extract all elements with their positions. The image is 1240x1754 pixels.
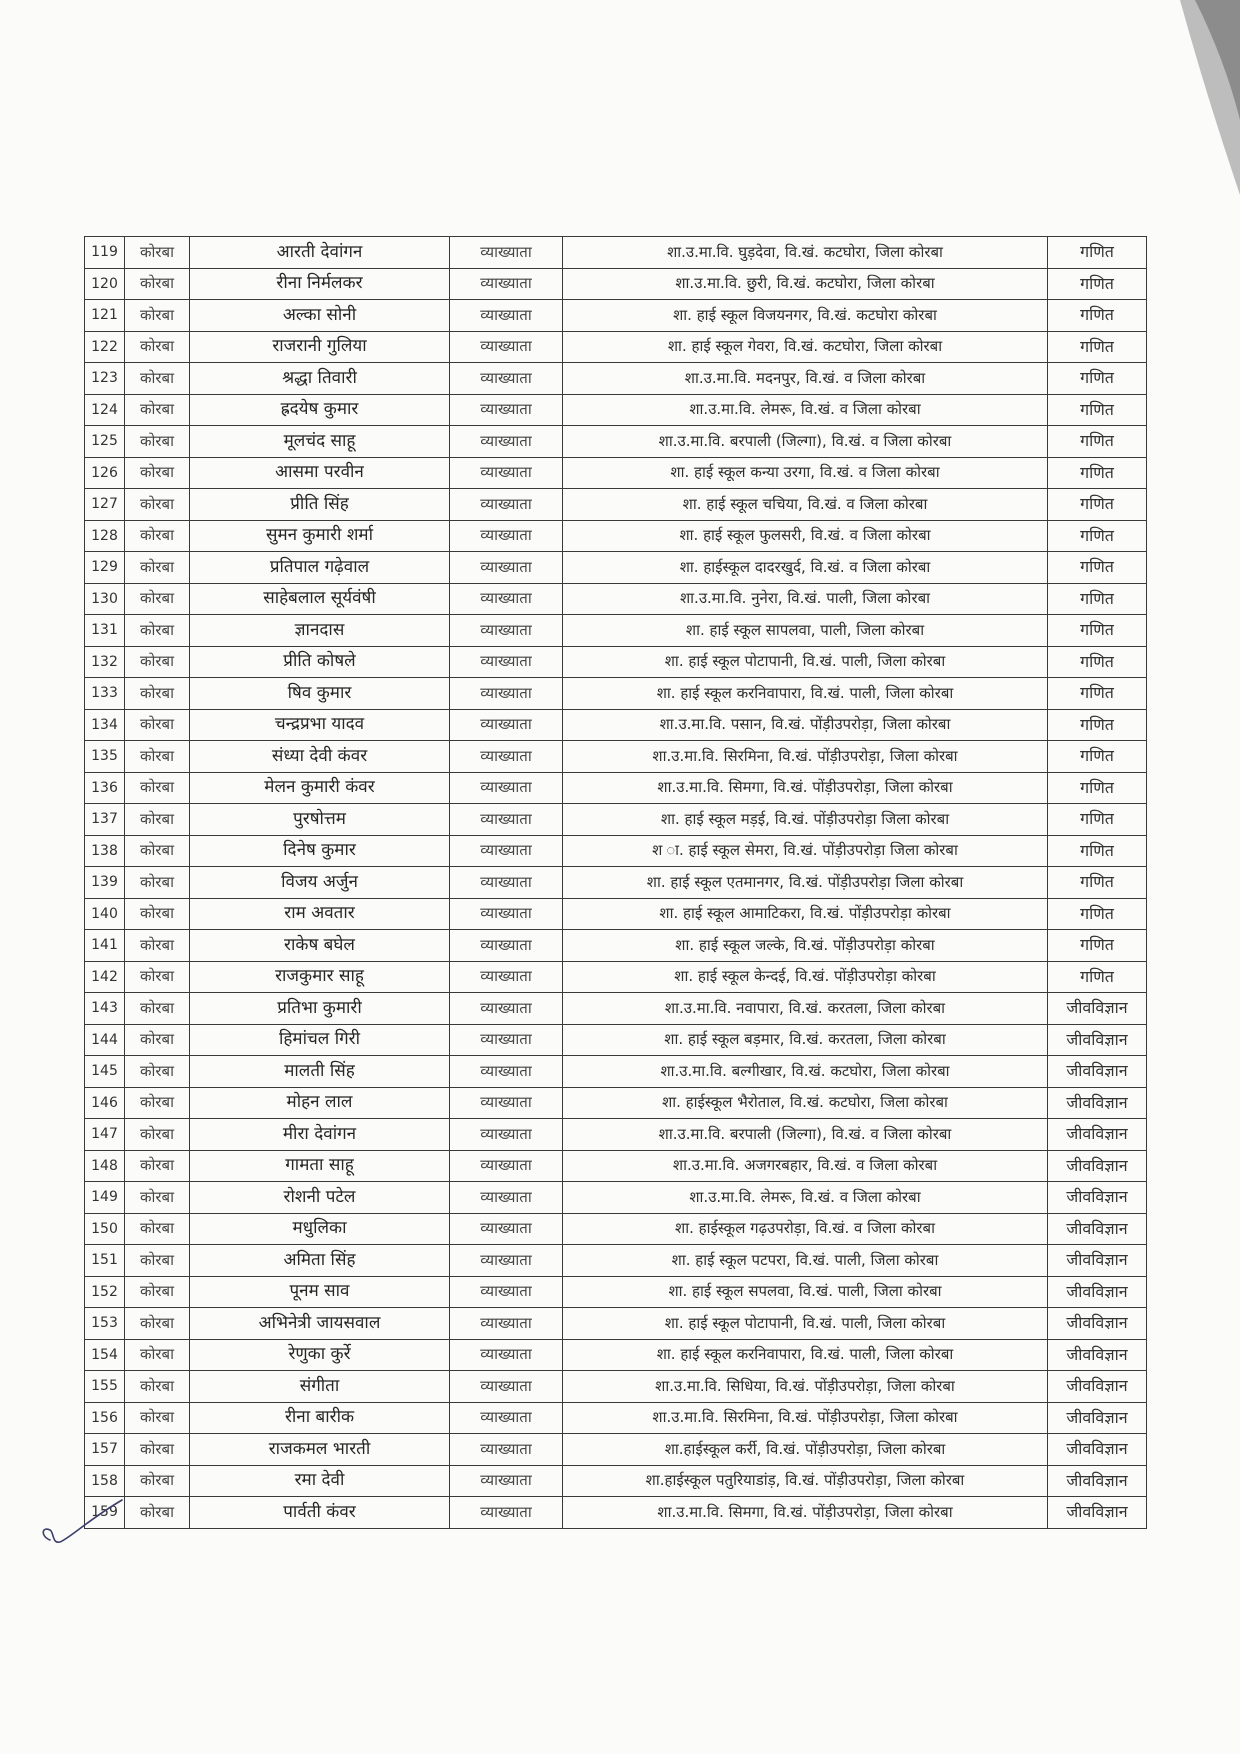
post-cell: व्याख्याता bbox=[450, 1119, 563, 1151]
name-cell: राकेष बघेल bbox=[190, 930, 450, 962]
serial-number-cell: 152 bbox=[85, 1276, 125, 1308]
post-cell: व्याख्याता bbox=[450, 898, 563, 930]
serial-number-cell: 120 bbox=[85, 268, 125, 300]
serial-number-cell: 132 bbox=[85, 646, 125, 678]
subject-cell: गणित bbox=[1048, 709, 1147, 741]
subject-cell: जीवविज्ञान bbox=[1048, 1339, 1147, 1371]
subject-cell: जीवविज्ञान bbox=[1048, 1087, 1147, 1119]
table-row bbox=[85, 741, 1147, 773]
school-cell: शा. हाईस्कूल दादरखुर्द, वि.खं. व जिला कोरबा bbox=[563, 552, 1048, 584]
district-cell: कोरबा bbox=[125, 1434, 190, 1466]
district-cell: कोरबा bbox=[125, 1402, 190, 1434]
school-cell: शा. हाई स्कूल करनिवापारा, वि.खं. पाली, जिला कोरबा bbox=[563, 1339, 1048, 1371]
post-cell: व्याख्याता bbox=[450, 1371, 563, 1403]
serial-number-cell: 140 bbox=[85, 898, 125, 930]
name-cell: पूनम साव bbox=[190, 1276, 450, 1308]
name-cell: मेलन कुमारी कंवर bbox=[190, 772, 450, 804]
subject-cell: गणित bbox=[1048, 300, 1147, 332]
subject-cell: जीवविज्ञान bbox=[1048, 1371, 1147, 1403]
district-cell: कोरबा bbox=[125, 1150, 190, 1182]
serial-number-cell: 144 bbox=[85, 1024, 125, 1056]
school-cell: शा.उ.मा.वि. बरपाली (जिल्गा), वि.खं. व जिला कोरबा bbox=[563, 1119, 1048, 1151]
post-cell: व्याख्याता bbox=[450, 772, 563, 804]
serial-number-cell: 129 bbox=[85, 552, 125, 584]
post-cell: व्याख्याता bbox=[450, 930, 563, 962]
district-cell: कोरबा bbox=[125, 646, 190, 678]
post-cell: व्याख्याता bbox=[450, 552, 563, 584]
district-cell: कोरबा bbox=[125, 394, 190, 426]
school-cell: शा. हाई स्कूल फुलसरी, वि.खं. व जिला कोरबा bbox=[563, 520, 1048, 552]
district-cell: कोरबा bbox=[125, 489, 190, 521]
district-cell: कोरबा bbox=[125, 1119, 190, 1151]
school-cell: शा.हाईस्कूल कर्री, वि.खं. पोंड़ीउपरोड़ा, जिला कोरबा bbox=[563, 1434, 1048, 1466]
serial-number-cell: 130 bbox=[85, 583, 125, 615]
district-cell: कोरबा bbox=[125, 1339, 190, 1371]
serial-number-cell: 119 bbox=[85, 237, 125, 269]
subject-cell: गणित bbox=[1048, 363, 1147, 395]
post-cell: व्याख्याता bbox=[450, 741, 563, 773]
name-cell: राजकमल भारती bbox=[190, 1434, 450, 1466]
name-cell: रोशनी पटेल bbox=[190, 1182, 450, 1214]
subject-cell: जीवविज्ञान bbox=[1048, 1434, 1147, 1466]
serial-number-cell: 127 bbox=[85, 489, 125, 521]
serial-number-cell: 157 bbox=[85, 1434, 125, 1466]
teacher-list-table bbox=[84, 236, 1147, 1529]
subject-cell: गणित bbox=[1048, 835, 1147, 867]
name-cell: मधुलिका bbox=[190, 1213, 450, 1245]
district-cell: कोरबा bbox=[125, 520, 190, 552]
subject-cell: गणित bbox=[1048, 457, 1147, 489]
post-cell: व्याख्याता bbox=[450, 709, 563, 741]
district-cell: कोरबा bbox=[125, 1213, 190, 1245]
name-cell: रीना बारीक bbox=[190, 1402, 450, 1434]
name-cell: गामता साहू bbox=[190, 1150, 450, 1182]
district-cell: कोरबा bbox=[125, 268, 190, 300]
name-cell: साहेबलाल सूर्यवंषी bbox=[190, 583, 450, 615]
post-cell: व्याख्याता bbox=[450, 961, 563, 993]
serial-number-cell: 154 bbox=[85, 1339, 125, 1371]
post-cell: व्याख्याता bbox=[450, 1465, 563, 1497]
subject-cell: जीवविज्ञान bbox=[1048, 1308, 1147, 1340]
subject-cell: गणित bbox=[1048, 678, 1147, 710]
table-row bbox=[85, 1465, 1147, 1497]
school-cell: शा. हाई स्कूल कन्या उरगा, वि.खं. व जिला कोरबा bbox=[563, 457, 1048, 489]
district-cell: कोरबा bbox=[125, 583, 190, 615]
name-cell: पुरषोत्तम bbox=[190, 804, 450, 836]
table-row bbox=[85, 678, 1147, 710]
table-row bbox=[85, 930, 1147, 962]
district-cell: कोरबा bbox=[125, 1182, 190, 1214]
subject-cell: गणित bbox=[1048, 426, 1147, 458]
table-row bbox=[85, 993, 1147, 1025]
subject-cell: गणित bbox=[1048, 237, 1147, 269]
district-cell: कोरबा bbox=[125, 237, 190, 269]
initial-signature bbox=[36, 1498, 126, 1558]
serial-number-cell: 150 bbox=[85, 1213, 125, 1245]
table-row bbox=[85, 1056, 1147, 1088]
serial-number-cell: 147 bbox=[85, 1119, 125, 1151]
table-row bbox=[85, 268, 1147, 300]
district-cell: कोरबा bbox=[125, 300, 190, 332]
serial-number-cell: 159 bbox=[85, 1497, 125, 1529]
name-cell: प्रीति सिंह bbox=[190, 489, 450, 521]
district-cell: कोरबा bbox=[125, 331, 190, 363]
post-cell: व्याख्याता bbox=[450, 583, 563, 615]
subject-cell: गणित bbox=[1048, 552, 1147, 584]
district-cell: कोरबा bbox=[125, 1056, 190, 1088]
serial-number-cell: 139 bbox=[85, 867, 125, 899]
subject-cell: गणित bbox=[1048, 615, 1147, 647]
school-cell: शा. हाई स्कूल सापलवा, पाली, जिला कोरबा bbox=[563, 615, 1048, 647]
post-cell: व्याख्याता bbox=[450, 363, 563, 395]
table-row bbox=[85, 646, 1147, 678]
district-cell: कोरबा bbox=[125, 1308, 190, 1340]
table-row bbox=[85, 394, 1147, 426]
table-row bbox=[85, 835, 1147, 867]
post-cell: व्याख्याता bbox=[450, 1024, 563, 1056]
post-cell: व्याख्याता bbox=[450, 1213, 563, 1245]
school-cell: शा.हाईस्कूल पतुरियाडांड़, वि.खं. पोंड़ीउपरोड़ा, जिला कोरबा bbox=[563, 1465, 1048, 1497]
district-cell: कोरबा bbox=[125, 678, 190, 710]
post-cell: व्याख्याता bbox=[450, 804, 563, 836]
subject-cell: गणित bbox=[1048, 804, 1147, 836]
table-row bbox=[85, 1402, 1147, 1434]
school-cell: शा.उ.मा.वि. सिरमिना, वि.खं. पोंड़ीउपरोड़ा, जिला कोरबा bbox=[563, 741, 1048, 773]
school-cell: शा.उ.मा.वि. मदनपुर, वि.खं. व जिला कोरबा bbox=[563, 363, 1048, 395]
school-cell: शा.उ.मा.वि. सिरमिना, वि.खं. पोंड़ीउपरोड़ा, जिला कोरबा bbox=[563, 1402, 1048, 1434]
name-cell: मालती सिंह bbox=[190, 1056, 450, 1088]
table-row bbox=[85, 520, 1147, 552]
school-cell: शा. हाई स्कूल विजयनगर, वि.खं. कटघोरा कोरबा bbox=[563, 300, 1048, 332]
post-cell: व्याख्याता bbox=[450, 237, 563, 269]
subject-cell: जीवविज्ञान bbox=[1048, 1024, 1147, 1056]
table-row bbox=[85, 804, 1147, 836]
subject-cell: जीवविज्ञान bbox=[1048, 1245, 1147, 1277]
serial-number-cell: 124 bbox=[85, 394, 125, 426]
school-cell: शा. हाई स्कूल आमाटिकरा, वि.खं. पोंड़ीउपरोड़ा कोरबा bbox=[563, 898, 1048, 930]
table-row bbox=[85, 489, 1147, 521]
district-cell: कोरबा bbox=[125, 930, 190, 962]
name-cell: दिनेष कुमार bbox=[190, 835, 450, 867]
name-cell: मोहन लाल bbox=[190, 1087, 450, 1119]
table-row bbox=[85, 961, 1147, 993]
school-cell: शा. हाईस्कूल भैरोताल, वि.खं. कटघोरा, जिला कोरबा bbox=[563, 1087, 1048, 1119]
name-cell: सुमन कुमारी शर्मा bbox=[190, 520, 450, 552]
serial-number-cell: 121 bbox=[85, 300, 125, 332]
subject-cell: गणित bbox=[1048, 961, 1147, 993]
table-row bbox=[85, 1213, 1147, 1245]
school-cell: शा.उ.मा.वि. सिमगा, वि.खं. पोंड़ीउपरोड़ा, जिला कोरबा bbox=[563, 1497, 1048, 1529]
post-cell: व्याख्याता bbox=[450, 1339, 563, 1371]
serial-number-cell: 158 bbox=[85, 1465, 125, 1497]
serial-number-cell: 145 bbox=[85, 1056, 125, 1088]
table-body bbox=[85, 237, 1147, 1529]
table-row bbox=[85, 1119, 1147, 1151]
subject-cell: जीवविज्ञान bbox=[1048, 1276, 1147, 1308]
name-cell: राजकुमार साहू bbox=[190, 961, 450, 993]
post-cell: व्याख्याता bbox=[450, 1276, 563, 1308]
school-cell: शा.उ.मा.वि. सिधिया, वि.खं. पोंड़ीउपरोड़ा, जिला कोरबा bbox=[563, 1371, 1048, 1403]
school-cell: शा.उ.मा.वि. पसान, वि.खं. पोंड़ीउपरोड़ा, जिला कोरबा bbox=[563, 709, 1048, 741]
subject-cell: गणित bbox=[1048, 489, 1147, 521]
serial-number-cell: 153 bbox=[85, 1308, 125, 1340]
subject-cell: जीवविज्ञान bbox=[1048, 1402, 1147, 1434]
subject-cell: जीवविज्ञान bbox=[1048, 1056, 1147, 1088]
post-cell: व्याख्याता bbox=[450, 1308, 563, 1340]
post-cell: व्याख्याता bbox=[450, 394, 563, 426]
district-cell: कोरबा bbox=[125, 1087, 190, 1119]
district-cell: कोरबा bbox=[125, 426, 190, 458]
school-cell: शा. हाई स्कूल करनिवापारा, वि.खं. पाली, जिला कोरबा bbox=[563, 678, 1048, 710]
serial-number-cell: 125 bbox=[85, 426, 125, 458]
table-row bbox=[85, 1024, 1147, 1056]
table-row bbox=[85, 709, 1147, 741]
district-cell: कोरबा bbox=[125, 961, 190, 993]
serial-number-cell: 131 bbox=[85, 615, 125, 647]
serial-number-cell: 138 bbox=[85, 835, 125, 867]
name-cell: हिमांचल गिरी bbox=[190, 1024, 450, 1056]
serial-number-cell: 126 bbox=[85, 457, 125, 489]
subject-cell: गणित bbox=[1048, 867, 1147, 899]
district-cell: कोरबा bbox=[125, 363, 190, 395]
post-cell: व्याख्याता bbox=[450, 426, 563, 458]
post-cell: व्याख्याता bbox=[450, 1245, 563, 1277]
serial-number-cell: 122 bbox=[85, 331, 125, 363]
subject-cell: गणित bbox=[1048, 520, 1147, 552]
table-row bbox=[85, 772, 1147, 804]
school-cell: शा. हाईस्कूल गढ़उपरोड़ा, वि.खं. व जिला कोरबा bbox=[563, 1213, 1048, 1245]
post-cell: व्याख्याता bbox=[450, 300, 563, 332]
district-cell: कोरबा bbox=[125, 1276, 190, 1308]
school-cell: शा. हाई स्कूल केन्दई, वि.खं. पोंड़ीउपरोड़ा कोरबा bbox=[563, 961, 1048, 993]
school-cell: शा.उ.मा.वि. नवापारा, वि.खं. करतला, जिला कोरबा bbox=[563, 993, 1048, 1025]
serial-number-cell: 128 bbox=[85, 520, 125, 552]
school-cell: शा.उ.मा.वि. सिमगा, वि.खं. पोंड़ीउपरोड़ा, जिला कोरबा bbox=[563, 772, 1048, 804]
district-cell: कोरबा bbox=[125, 1465, 190, 1497]
name-cell: अल्का सोनी bbox=[190, 300, 450, 332]
name-cell: राजरानी गुलिया bbox=[190, 331, 450, 363]
serial-number-cell: 149 bbox=[85, 1182, 125, 1214]
name-cell: राम अवतार bbox=[190, 898, 450, 930]
name-cell: चन्द्रप्रभा यादव bbox=[190, 709, 450, 741]
subject-cell: गणित bbox=[1048, 741, 1147, 773]
table-row bbox=[85, 615, 1147, 647]
table-row bbox=[85, 1150, 1147, 1182]
district-cell: कोरबा bbox=[125, 741, 190, 773]
district-cell: कोरबा bbox=[125, 1245, 190, 1277]
name-cell: संध्या देवी कंवर bbox=[190, 741, 450, 773]
name-cell: विजय अर्जुन bbox=[190, 867, 450, 899]
subject-cell: जीवविज्ञान bbox=[1048, 1150, 1147, 1182]
serial-number-cell: 134 bbox=[85, 709, 125, 741]
school-cell: शा.उ.मा.वि. अजगरबहार, वि.खं. व जिला कोरबा bbox=[563, 1150, 1048, 1182]
table-row bbox=[85, 867, 1147, 899]
table-row bbox=[85, 583, 1147, 615]
post-cell: व्याख्याता bbox=[450, 615, 563, 647]
district-cell: कोरबा bbox=[125, 835, 190, 867]
post-cell: व्याख्याता bbox=[450, 331, 563, 363]
district-cell: कोरबा bbox=[125, 898, 190, 930]
name-cell: आसमा परवीन bbox=[190, 457, 450, 489]
subject-cell: गणित bbox=[1048, 583, 1147, 615]
school-cell: शा.उ.मा.वि. नुनेरा, वि.खं. पाली, जिला कोरबा bbox=[563, 583, 1048, 615]
name-cell: प्रतिपाल गढ़ेवाल bbox=[190, 552, 450, 584]
post-cell: व्याख्याता bbox=[450, 457, 563, 489]
name-cell: रेणुका कुर्रे bbox=[190, 1339, 450, 1371]
table-row bbox=[85, 1308, 1147, 1340]
school-cell: शा. हाई स्कूल जल्के, वि.खं. पोंड़ीउपरोड़ा कोरबा bbox=[563, 930, 1048, 962]
district-cell: कोरबा bbox=[125, 1024, 190, 1056]
serial-number-cell: 155 bbox=[85, 1371, 125, 1403]
name-cell: आरती देवांगन bbox=[190, 237, 450, 269]
table-row bbox=[85, 552, 1147, 584]
post-cell: व्याख्याता bbox=[450, 867, 563, 899]
school-cell: शा.उ.मा.वि. बरपाली (जिल्गा), वि.खं. व जिला कोरबा bbox=[563, 426, 1048, 458]
school-cell: शा.उ.मा.वि. छुरी, वि.खं. कटघोरा, जिला कोरबा bbox=[563, 268, 1048, 300]
table-row bbox=[85, 1182, 1147, 1214]
name-cell: षिव कुमार bbox=[190, 678, 450, 710]
subject-cell: गणित bbox=[1048, 394, 1147, 426]
page-fold-shadow bbox=[1150, 0, 1240, 200]
school-cell: शा. हाई स्कूल पटपरा, वि.खं. पाली, जिला कोरबा bbox=[563, 1245, 1048, 1277]
table-row bbox=[85, 457, 1147, 489]
serial-number-cell: 156 bbox=[85, 1402, 125, 1434]
name-cell: ज्ञानदास bbox=[190, 615, 450, 647]
school-cell: शा. हाई स्कूल मड़ई, वि.खं. पोंड़ीउपरोड़ा जिला कोरबा bbox=[563, 804, 1048, 836]
school-cell: शा. हाई स्कूल पोटापानी, वि.खं. पाली, जिला कोरबा bbox=[563, 646, 1048, 678]
subject-cell: जीवविज्ञान bbox=[1048, 1119, 1147, 1151]
name-cell: अभिनेत्री जायसवाल bbox=[190, 1308, 450, 1340]
table-row bbox=[85, 331, 1147, 363]
post-cell: व्याख्याता bbox=[450, 835, 563, 867]
table-row bbox=[85, 1339, 1147, 1371]
post-cell: व्याख्याता bbox=[450, 520, 563, 552]
school-cell: शा.उ.मा.वि. बल्गीखार, वि.खं. कटघोरा, जिला कोरबा bbox=[563, 1056, 1048, 1088]
district-cell: कोरबा bbox=[125, 552, 190, 584]
serial-number-cell: 123 bbox=[85, 363, 125, 395]
subject-cell: जीवविज्ञान bbox=[1048, 1182, 1147, 1214]
serial-number-cell: 151 bbox=[85, 1245, 125, 1277]
post-cell: व्याख्याता bbox=[450, 1056, 563, 1088]
school-cell: शा.उ.मा.वि. घुड़देवा, वि.खं. कटघोरा, जिला कोरबा bbox=[563, 237, 1048, 269]
post-cell: व्याख्याता bbox=[450, 1434, 563, 1466]
school-cell: शा.उ.मा.वि. लेमरू, वि.खं. व जिला कोरबा bbox=[563, 1182, 1048, 1214]
name-cell: ह्रदयेष कुमार bbox=[190, 394, 450, 426]
school-cell: शा. हाई स्कूल पोटापानी, वि.खं. पाली, जिला कोरबा bbox=[563, 1308, 1048, 1340]
table-row bbox=[85, 363, 1147, 395]
name-cell: संगीता bbox=[190, 1371, 450, 1403]
school-cell: शा. हाई स्कूल चचिया, वि.खं. व जिला कोरबा bbox=[563, 489, 1048, 521]
name-cell: रीना निर्मलकर bbox=[190, 268, 450, 300]
subject-cell: जीवविज्ञान bbox=[1048, 1465, 1147, 1497]
subject-cell: जीवविज्ञान bbox=[1048, 1497, 1147, 1529]
table-row bbox=[85, 1245, 1147, 1277]
name-cell: अमिता सिंह bbox=[190, 1245, 450, 1277]
table-row bbox=[85, 1497, 1147, 1529]
table-row bbox=[85, 1087, 1147, 1119]
table-row bbox=[85, 1276, 1147, 1308]
serial-number-cell: 143 bbox=[85, 993, 125, 1025]
post-cell: व्याख्याता bbox=[450, 678, 563, 710]
post-cell: व्याख्याता bbox=[450, 1497, 563, 1529]
table-row bbox=[85, 237, 1147, 269]
post-cell: व्याख्याता bbox=[450, 993, 563, 1025]
serial-number-cell: 141 bbox=[85, 930, 125, 962]
name-cell: श्रद्धा तिवारी bbox=[190, 363, 450, 395]
district-cell: कोरबा bbox=[125, 772, 190, 804]
name-cell: पार्वती कंवर bbox=[190, 1497, 450, 1529]
name-cell: मीरा देवांगन bbox=[190, 1119, 450, 1151]
school-cell: शा. हाई स्कूल सपलवा, वि.खं. पाली, जिला कोरबा bbox=[563, 1276, 1048, 1308]
serial-number-cell: 146 bbox=[85, 1087, 125, 1119]
post-cell: व्याख्याता bbox=[450, 1402, 563, 1434]
district-cell: कोरबा bbox=[125, 615, 190, 647]
serial-number-cell: 135 bbox=[85, 741, 125, 773]
post-cell: व्याख्याता bbox=[450, 1087, 563, 1119]
subject-cell: जीवविज्ञान bbox=[1048, 1213, 1147, 1245]
subject-cell: गणित bbox=[1048, 772, 1147, 804]
district-cell: कोरबा bbox=[125, 993, 190, 1025]
serial-number-cell: 137 bbox=[85, 804, 125, 836]
district-cell: कोरबा bbox=[125, 457, 190, 489]
table-row bbox=[85, 300, 1147, 332]
district-cell: कोरबा bbox=[125, 867, 190, 899]
district-cell: कोरबा bbox=[125, 709, 190, 741]
post-cell: व्याख्याता bbox=[450, 1182, 563, 1214]
serial-number-cell: 148 bbox=[85, 1150, 125, 1182]
post-cell: व्याख्याता bbox=[450, 1150, 563, 1182]
subject-cell: गणित bbox=[1048, 331, 1147, 363]
table-row bbox=[85, 1434, 1147, 1466]
post-cell: व्याख्याता bbox=[450, 268, 563, 300]
table-row bbox=[85, 898, 1147, 930]
name-cell: मूलचंद साहू bbox=[190, 426, 450, 458]
subject-cell: गणित bbox=[1048, 646, 1147, 678]
name-cell: प्रीति कोषले bbox=[190, 646, 450, 678]
table-row bbox=[85, 426, 1147, 458]
serial-number-cell: 142 bbox=[85, 961, 125, 993]
name-cell: प्रतिभा कुमारी bbox=[190, 993, 450, 1025]
post-cell: व्याख्याता bbox=[450, 646, 563, 678]
school-cell: शा.उ.मा.वि. लेमरू, वि.खं. व जिला कोरबा bbox=[563, 394, 1048, 426]
subject-cell: गणित bbox=[1048, 268, 1147, 300]
subject-cell: गणित bbox=[1048, 898, 1147, 930]
district-cell: कोरबा bbox=[125, 1497, 190, 1529]
school-cell: श ा. हाई स्कूल सेमरा, वि.खं. पोंड़ीउपरोड़ा जिला कोरबा bbox=[563, 835, 1048, 867]
school-cell: शा. हाई स्कूल बड़मार, वि.खं. करतला, जिला कोरबा bbox=[563, 1024, 1048, 1056]
post-cell: व्याख्याता bbox=[450, 489, 563, 521]
name-cell: रमा देवी bbox=[190, 1465, 450, 1497]
subject-cell: जीवविज्ञान bbox=[1048, 993, 1147, 1025]
school-cell: शा. हाई स्कूल एतमानगर, वि.खं. पोंड़ीउपरोड़ा जिला कोरबा bbox=[563, 867, 1048, 899]
subject-cell: गणित bbox=[1048, 930, 1147, 962]
serial-number-cell: 133 bbox=[85, 678, 125, 710]
table-row bbox=[85, 1371, 1147, 1403]
school-cell: शा. हाई स्कूल गेवरा, वि.खं. कटघोरा, जिला कोरबा bbox=[563, 331, 1048, 363]
district-cell: कोरबा bbox=[125, 1371, 190, 1403]
district-cell: कोरबा bbox=[125, 804, 190, 836]
serial-number-cell: 136 bbox=[85, 772, 125, 804]
